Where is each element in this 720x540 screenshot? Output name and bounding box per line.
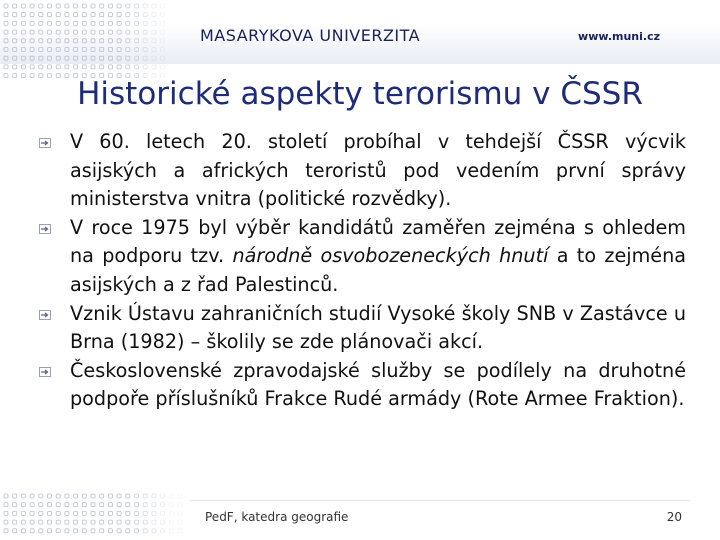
bullet-text-italic: národně osvobozeneckých hnutí [232,244,549,268]
decorative-dot [143,39,147,43]
bullet-item [38,128,686,214]
decorative-dot [143,511,147,515]
decorative-dot [117,13,121,17]
decorative-dot [108,65,112,69]
decorative-dot [13,65,17,69]
decorative-dot [91,13,95,17]
decorative-dot [30,511,34,515]
decorative-dot [74,21,78,25]
decorative-dot [65,56,69,60]
decorative-dot [56,494,60,498]
decorative-dot [126,494,130,498]
decorative-dot [74,56,78,60]
bullet-item [38,357,686,414]
decorative-dot [48,520,52,524]
decorative-dot [48,13,52,17]
decorative-dot [74,503,78,507]
decorative-dot [143,21,147,25]
decorative-dot [30,48,34,52]
decorative-dot [117,503,121,507]
decorative-dot [152,65,156,69]
decorative-dot [82,65,86,69]
decorative-dot [135,511,139,515]
decorative-dot [100,4,104,8]
decorative-dot [4,529,8,533]
decorative-dot [143,4,147,8]
arrow-bullet-icon [39,367,51,377]
decorative-dot [74,39,78,43]
decorative-dot [152,13,156,17]
decorative-dot [117,494,121,498]
bullet-text: a to zejména asijských a z řad Palestinců. [70,244,686,296]
decorative-dot [152,511,156,515]
decorative-dot [100,494,104,498]
decorative-dot [178,529,182,533]
decorative-dot [13,520,17,524]
decorative-dot [82,56,86,60]
decorative-dot [143,13,147,17]
decorative-dot [4,13,8,17]
decorative-dot [30,65,34,69]
decorative-dot [117,21,121,25]
decorative-dot [161,56,165,60]
decorative-dot [161,511,165,515]
decorative-dot [13,4,17,8]
decorative-dot [56,21,60,25]
decorative-dot [91,511,95,515]
decorative-dot [135,39,139,43]
decorative-dot [21,39,25,43]
decorative-dot [48,48,52,52]
decorative-dot [30,56,34,60]
decorative-dot [143,56,147,60]
decorative-dot [65,13,69,17]
decorative-dot [161,494,165,498]
decorative-dot [21,13,25,17]
decorative-dot [108,511,112,515]
decorative-dot [39,21,43,25]
decorative-dot [13,529,17,533]
decorative-dot [135,48,139,52]
decorative-dot [65,48,69,52]
decorative-dot [82,520,86,524]
decorative-dot [30,39,34,43]
decorative-dot [100,56,104,60]
decorative-dot [108,503,112,507]
decorative-dot [169,494,173,498]
decorative-dot [161,21,165,25]
decorative-dot [39,65,43,69]
decorative-dot [30,4,34,8]
decorative-dot [152,30,156,34]
decorative-dot [39,56,43,60]
decorative-dot-grid-top [0,0,170,82]
decorative-dot [126,48,130,52]
decorative-dot [4,56,8,60]
decorative-dot [30,13,34,17]
footer-divider [190,500,690,501]
decorative-dot [39,39,43,43]
decorative-dot [126,520,130,524]
decorative-dot [30,494,34,498]
decorative-dot [135,21,139,25]
decorative-dot [152,4,156,8]
bullet-text: Vznik Ústavu zahraničních studií Vysoké školy SNB v Zastávce u Brna (1982) – školily se zde plánovači akcí. [70,301,686,354]
decorative-dot [48,65,52,69]
decorative-dot [91,503,95,507]
decorative-dot [135,65,139,69]
decorative-dot [100,511,104,515]
decorative-dot [152,494,156,498]
decorative-dot [143,503,147,507]
decorative-dot [161,520,165,524]
decorative-dot [152,56,156,60]
decorative-dot [65,520,69,524]
decorative-dot [21,529,25,533]
decorative-dot [135,13,139,17]
decorative-dot [126,13,130,17]
decorative-dot [108,21,112,25]
bullet-list [38,128,686,414]
decorative-dot [126,511,130,515]
decorative-dot [108,56,112,60]
decorative-dot [74,48,78,52]
decorative-dot-grid-bottom [0,490,190,540]
decorative-dot [4,503,8,507]
decorative-dot [13,503,17,507]
decorative-dot [4,21,8,25]
decorative-dot [152,520,156,524]
decorative-dot [161,65,165,69]
decorative-dot [108,520,112,524]
decorative-dot [82,494,86,498]
decorative-dot [21,511,25,515]
decorative-dot [65,65,69,69]
decorative-dot [65,21,69,25]
decorative-dot [4,511,8,515]
decorative-dot [143,494,147,498]
decorative-dot [4,65,8,69]
decorative-dot [30,529,34,533]
decorative-dot [48,39,52,43]
decorative-dot [117,30,121,34]
decorative-dot [152,21,156,25]
decorative-dot [91,30,95,34]
decorative-dot [4,520,8,524]
decorative-dot [135,529,139,533]
decorative-dot [74,511,78,515]
decorative-dot [169,529,173,533]
decorative-dot [13,48,17,52]
decorative-dot [117,511,121,515]
decorative-dot [39,503,43,507]
decorative-dot [108,13,112,17]
decorative-dot [100,30,104,34]
decorative-dot [100,520,104,524]
bullet-text: Československé zpravodajské služby se podílely na druhotné podpoře příslušníků Frakce Rudé armády (Rote Armee Fraktion). [70,358,686,411]
decorative-dot [65,503,69,507]
decorative-dot [21,494,25,498]
bullet-text: V 60. letech 20. století probíhal v tehdejší ČSSR výcvik asijských a afrických teroristů pod vedením první správy ministerstva vnitra (politické rozvědky). [70,130,686,211]
decorative-dot [13,511,17,515]
decorative-dot [30,520,34,524]
decorative-dot [108,30,112,34]
decorative-dot [65,30,69,34]
decorative-dot [135,520,139,524]
decorative-dot [161,503,165,507]
decorative-dot [161,30,165,34]
decorative-dot [126,21,130,25]
decorative-dot [178,494,182,498]
bullet-item [38,300,686,357]
decorative-dot [152,39,156,43]
decorative-dot [65,529,69,533]
decorative-dot [108,4,112,8]
decorative-dot [56,56,60,60]
decorative-dot [65,511,69,515]
decorative-dot [135,503,139,507]
decorative-dot [108,48,112,52]
decorative-dot [21,21,25,25]
decorative-dot [91,21,95,25]
decorative-dot [117,56,121,60]
decorative-dot [161,4,165,8]
decorative-dot [126,4,130,8]
bullet-text: V roce 1975 byl výběr kandidátů zaměřen zejména s ohledem na podporu tzv. [70,215,686,268]
decorative-dot [126,503,130,507]
decorative-dot [82,503,86,507]
decorative-dot [56,65,60,69]
decorative-dot [117,39,121,43]
decorative-dot [74,529,78,533]
decorative-dot [100,48,104,52]
decorative-dot [48,511,52,515]
decorative-dot [126,39,130,43]
decorative-dot [21,56,25,60]
decorative-dot [135,30,139,34]
decorative-dot [56,48,60,52]
decorative-dot [4,48,8,52]
decorative-dot [82,529,86,533]
decorative-dot [91,48,95,52]
decorative-dot [39,529,43,533]
decorative-dot [74,520,78,524]
decorative-dot [82,39,86,43]
decorative-dot [126,65,130,69]
decorative-dot [21,48,25,52]
decorative-dot [91,56,95,60]
decorative-dot [82,511,86,515]
decorative-dot [91,494,95,498]
decorative-dot [82,48,86,52]
decorative-dot [39,494,43,498]
decorative-dot [56,4,60,8]
decorative-dot [135,4,139,8]
decorative-dot [143,48,147,52]
decorative-dot [178,520,182,524]
university-url: www.muni.cz [578,30,660,43]
decorative-dot [100,13,104,17]
arrow-bullet-icon [39,224,51,234]
decorative-dot [82,13,86,17]
decorative-dot [13,494,17,498]
decorative-dot [91,520,95,524]
decorative-dot [91,529,95,533]
decorative-dot [4,30,8,34]
page-number: 20 [666,510,682,524]
decorative-dot [13,30,17,34]
decorative-dot [48,503,52,507]
decorative-dot [30,503,34,507]
decorative-dot [161,13,165,17]
decorative-dot [178,511,182,515]
decorative-dot [48,494,52,498]
decorative-dot [126,529,130,533]
decorative-dot [178,503,182,507]
decorative-dot [65,4,69,8]
decorative-dot [82,4,86,8]
decorative-dot [39,30,43,34]
decorative-dot [4,494,8,498]
decorative-dot [82,30,86,34]
decorative-dot [161,39,165,43]
decorative-dot [117,529,121,533]
decorative-dot [21,4,25,8]
decorative-dot [117,520,121,524]
decorative-dot [48,21,52,25]
university-logo-text: MASARYKOVA UNIVERZITA [200,26,421,45]
decorative-dot [56,529,60,533]
decorative-dot [169,511,173,515]
decorative-dot [135,494,139,498]
decorative-dot [161,529,165,533]
decorative-dot [65,39,69,43]
arrow-bullet-icon [39,310,51,320]
decorative-dot [169,520,173,524]
decorative-dot [30,21,34,25]
decorative-dot [48,529,52,533]
decorative-dot [56,30,60,34]
decorative-dot [91,39,95,43]
decorative-dot [135,56,139,60]
decorative-dot [21,520,25,524]
decorative-dot [39,4,43,8]
decorative-dot [82,21,86,25]
decorative-dot [74,494,78,498]
arrow-bullet-icon [39,138,51,148]
decorative-dot [48,4,52,8]
decorative-dot [74,13,78,17]
decorative-dot [39,48,43,52]
decorative-dot [48,30,52,34]
decorative-dot [13,21,17,25]
decorative-dot [152,503,156,507]
decorative-dot [108,529,112,533]
decorative-dot [117,4,121,8]
decorative-dot [91,65,95,69]
decorative-dot [100,529,104,533]
decorative-dot [74,30,78,34]
decorative-dot [65,494,69,498]
decorative-dot [169,503,173,507]
decorative-dot [4,39,8,43]
decorative-dot [152,529,156,533]
decorative-dot [117,65,121,69]
decorative-dot [117,48,121,52]
decorative-dot [21,65,25,69]
decorative-dot [100,21,104,25]
decorative-dot [30,30,34,34]
decorative-dot [56,39,60,43]
decorative-dot [56,13,60,17]
decorative-dot [143,529,147,533]
decorative-dot [21,503,25,507]
slide-title: Historické aspekty terorismu v ČSSR [77,76,643,112]
decorative-dot [74,4,78,8]
decorative-dot [21,30,25,34]
decorative-dot [100,65,104,69]
decorative-dot [126,56,130,60]
bullet-item [38,214,686,300]
decorative-dot [13,13,17,17]
decorative-dot [143,30,147,34]
decorative-dot [56,503,60,507]
decorative-dot [48,56,52,60]
decorative-dot [39,511,43,515]
decorative-dot [56,511,60,515]
decorative-dot [126,30,130,34]
decorative-dot [100,503,104,507]
decorative-dot [56,520,60,524]
decorative-dot [4,4,8,8]
decorative-dot [13,56,17,60]
decorative-dot [91,4,95,8]
decorative-dot [143,520,147,524]
decorative-dot [108,494,112,498]
decorative-dot [74,65,78,69]
decorative-dot [100,39,104,43]
decorative-dot [39,520,43,524]
decorative-dot [152,48,156,52]
decorative-dot [108,39,112,43]
decorative-dot [13,39,17,43]
footer-text: PedF, katedra geografie [205,510,349,524]
decorative-dot [143,65,147,69]
decorative-dot [161,48,165,52]
decorative-dot [39,13,43,17]
